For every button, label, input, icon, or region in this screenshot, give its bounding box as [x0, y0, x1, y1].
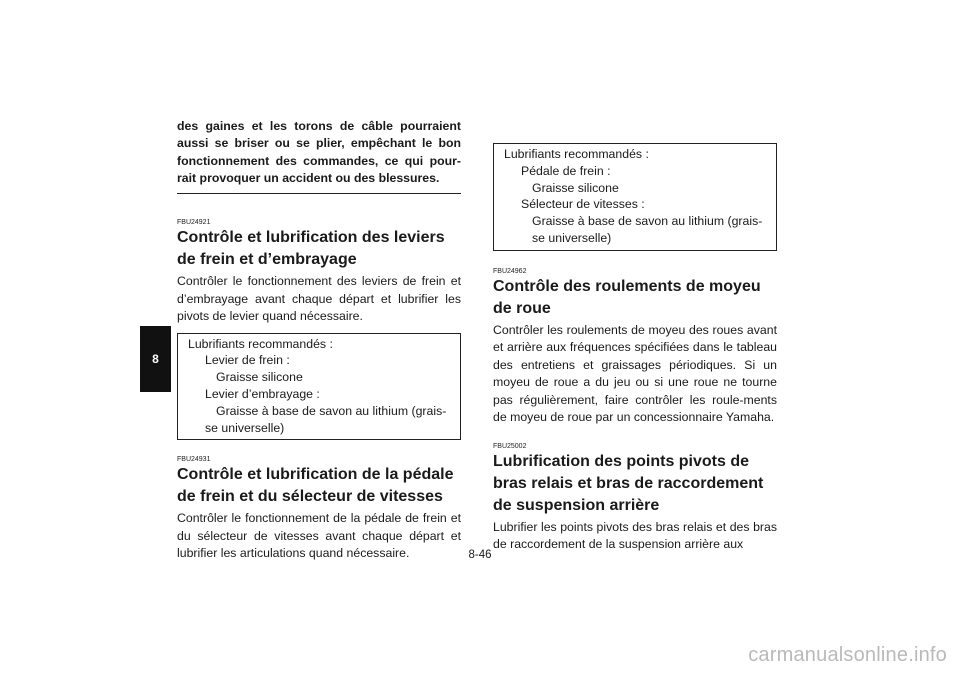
- lubricant-item-value-continued: se universelle): [205, 420, 285, 435]
- section-code: FBU24931: [177, 456, 211, 464]
- section-title: Contrôle des roulements de moyeu de roue: [493, 277, 761, 317]
- watermark: carmanualsonline.info: [748, 644, 947, 666]
- section-title: Contrôle et lubrification des leviers de frein et d’embrayage: [177, 229, 445, 269]
- lubricant-item-value: Graisse silicone: [532, 180, 619, 195]
- lubricant-item-label: Levier de frein :: [205, 353, 290, 368]
- section-wheel-bearings: [493, 268, 777, 427]
- lubricant-item-label: Sélecteur de vitesses :: [521, 197, 645, 212]
- left-column: [177, 118, 461, 563]
- lubricants-box: [493, 143, 777, 251]
- section-body: Lubrifier les points pivots des bras relais et des bras de raccordement de la suspension arrière aux: [493, 519, 777, 552]
- section-body: Contrôler les roulements de moyeu des roues avant et arrière aux fréquences spécifiées dans le tableau des entretiens et graissages périodiques. Si un moyeu de roue a du jeu ou si une roue ne tourne pas régulièrement, faire contrôler les roule-ments de moyeu de roue par un concessionnaire Yamaha.: [493, 322, 777, 425]
- section-body: Contrôler le fonctionnement des leviers de frein et d’embrayage avant chaque départ et lubrifier les pivots de levier quand nécessaire.: [177, 274, 461, 324]
- lubricant-item-value: Graisse à base de savon au lithium (grais-: [216, 403, 447, 418]
- lubricants-header: Lubrifiants recommandés :: [188, 336, 333, 351]
- section-body: Contrôler le fonctionnement de la pédale de frein et du sélecteur de vitesses avant chaque départ et lubrifier les articulations quand nécessaire.: [177, 511, 461, 561]
- lubricant-item-value: Graisse à base de savon au lithium (grais-: [532, 214, 763, 229]
- lubricant-item-label: Pédale de frein :: [521, 163, 611, 178]
- chapter-tab: [140, 326, 171, 392]
- section-rear-suspension-pivots: [493, 443, 777, 554]
- warning-divider: [177, 193, 461, 194]
- section-code: FBU25002: [493, 442, 527, 450]
- lubricant-item-value: Graisse silicone: [216, 370, 303, 385]
- section-code: FBU24921: [177, 219, 211, 227]
- warning-text: des gaines et les torons de câble pourraient aussi se briser ou se plier, empêchant le bon fonctionnement des commandes, ce qui pour-rait provoquer un accident ou des blessures.: [177, 119, 461, 185]
- section-brake-pedal-shift-lever: [177, 456, 461, 563]
- section-brake-clutch-levers: [177, 219, 461, 440]
- lubricant-item-value-continued: se universelle): [532, 230, 612, 245]
- page-number: 8-46: [468, 549, 492, 561]
- section-title: Contrôle et lubrification de la pédale de frein et du sélecteur de vitesses: [177, 466, 454, 506]
- section-code: FBU24962: [493, 267, 527, 275]
- lubricants-header: Lubrifiants recommandés :: [504, 147, 649, 161]
- lubricant-item-label: Levier d’embrayage :: [205, 387, 320, 402]
- right-column: [493, 143, 777, 554]
- section-title: Lubrification des points pivots de bras relais et bras de raccordement de suspension arrière: [493, 452, 764, 514]
- lubricants-box: [177, 333, 461, 441]
- chapter-number: 8: [152, 352, 159, 366]
